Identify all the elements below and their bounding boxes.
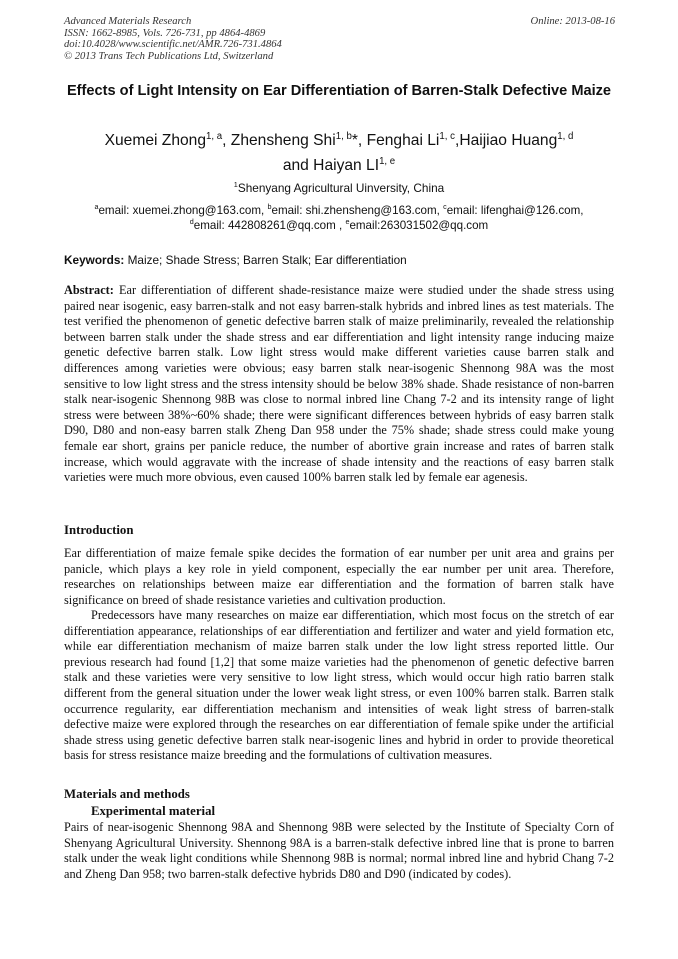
author-name: Xuemei Zhong xyxy=(104,132,207,149)
methods-paragraph-1: Pairs of near-isogenic Shennong 98A and Shennong 98B were selected by the Institute of Specialty Corn of Shenyang Agricultural University. Shennong 98A is a barren-stalk defective inbred line that is prone to barren stalk under the weak light conditions while Shennong 98B is normal; normal inbred line and hybrid Chang 7-2 and Zheng Dan 958; two barren-stalk defective hybrids D80 and D90 (indicated by codes). xyxy=(64,820,614,881)
journal-name: Advanced Materials Research xyxy=(64,16,192,27)
online-date: Online: 2013-08-16 xyxy=(530,16,615,27)
journal-header xyxy=(64,16,282,63)
journal-issn: ISSN: 1662-8985, Vols. 726-731, pp 4864-4869 xyxy=(64,27,266,39)
author-name: Fenghai Li xyxy=(366,132,440,149)
keywords-label: Keywords: xyxy=(64,253,125,267)
author-sup: 1, b xyxy=(335,130,352,142)
author-line-1: Xuemei Zhong$^{1, a}$, Zhensheng Shi$^{1, b}$*, Fenghai Li$^{1, c}$,Haijiao Huang$^{1, d}$ xyxy=(104,130,574,149)
journal-copyright: © 2013 Trans Tech Publications Ltd, Switzerland xyxy=(64,51,274,63)
author-sup: 1, d xyxy=(557,130,574,142)
methods-heading: Materials and methods xyxy=(64,787,190,801)
affiliation-text: Shenyang Agricultural Uinversity, China xyxy=(237,181,445,195)
email-a: email: xuemei.zhong@163.com, xyxy=(98,204,265,217)
journal-doi: doi:10.4028/www.scientific.net/AMR.726-731.4864 xyxy=(64,39,282,51)
author-sup: 1, e xyxy=(379,155,396,167)
email-line-1 xyxy=(60,203,618,218)
author-list xyxy=(60,128,618,178)
introduction-paragraph-1: Ear differentiation of maize female spike decides the formation of ear number per unit area and grains per panicle, which plays a key role in yield component, especially the ear number per unit area. Therefore, researches on relationships between maize ear differentiation and the formation of barren stalk have significance on breed of shade resistance varieties and cultivation production. xyxy=(64,546,614,607)
introduction-heading: Introduction xyxy=(64,523,134,537)
affiliation-sup: 1 xyxy=(233,180,238,190)
keywords xyxy=(64,253,407,267)
email-sup: b xyxy=(267,202,272,212)
methods-subheading: Experimental material xyxy=(91,804,216,818)
email-sup: e xyxy=(345,217,350,227)
email-sup: a xyxy=(94,202,99,212)
corresponding-mark: * xyxy=(351,132,358,149)
author-name: Haijiao Huang xyxy=(459,132,558,149)
email-sup: d xyxy=(189,217,194,227)
author-sup: 1, c xyxy=(439,130,455,142)
email-e: email:263031502@qq.com xyxy=(349,219,489,232)
author-name: and Haiyan LI xyxy=(282,157,380,174)
email-list xyxy=(60,203,618,233)
abstract xyxy=(64,283,614,486)
introduction-paragraph-2: Predecessors have many researches on maize ear differentiation, which most focus on the stretch of ear differentiation appearance, relationships of ear differentiation and fertilizer and water and yield formation etc, while ear differentiation mechanism of maize barren stalk under the low light stress reported little. Our previous research had found [1,2] that some maize varieties had the phenomenon of genetic defective barren stalk and these varieties were very sensitive to low light stress, which would occur high ratio barren stalk different from the general situation under the lower weak light stress, or even 100% barren stalk. Barren stalk occurrence regularity, ear differentiation mechanism and intensities of weak light stress of barren-stalk defective maize were explored through the researches on ear differentiation of female spike under the artificial shade stress using genetic defective barren stalk near-isogenic lines and hybrid in order to provide theoretical basis for stress resistance maize breeding and the formulations of cultivation measures. xyxy=(64,608,614,763)
email-c: email: lifenghai@126.com, xyxy=(446,204,584,217)
author-sup: 1, a xyxy=(206,130,223,142)
affiliation xyxy=(60,181,618,195)
abstract-label: Abstract: xyxy=(64,283,114,297)
paper-title: Effects of Light Intensity on Ear Differentiation of Barren-Stalk Defective Maize xyxy=(66,83,612,99)
email-d: email: 442808261@qq.com , xyxy=(193,219,343,232)
author-line-2 xyxy=(60,153,618,178)
author-name: Zhensheng Shi xyxy=(230,132,336,149)
email-b: email: shi.zhensheng@163.com, xyxy=(271,204,440,217)
email-line-2 xyxy=(60,218,618,233)
email-sup: c xyxy=(443,202,447,212)
abstract-text: Ear differentiation of different shade-resistance maize were studied under the shade stress using paired near isogenic, easy barren-stalk and not easy barren-stalk hybrids and inbred lines as test materials. The test verified the phenomenon of genetic defective barren stalk of maize preliminarily, revealed the relationship between barren stalk under the shade stress and ear differentiation and light intensity range inducing maize genetic defective barren stalk. Low light stress would make different varieties cause barren stalk and differences among varieties were obvious; easy barren stalk near-isogenic Shennong 98A was the most sensitive to low light stress and the stress intensity should be below 38% shade. Shade resistance of non-barren stalk near-isogenic Shennong 98B was close to normal inbred line Chang 7-2 and its intensity range of light stress were between 38%~60% shade; there were significant differences between hybrids of easy barren stalk D90, D80 and non-easy barren stalk Zheng Dan 958 under the 75% shade; shade stress could make young female ear short, grains per panicle reduce, the number of abortive grain increase and rates of barren stalk increase, which would aggravate with the increase of shade intensity and the reactions of easy barren stalk varieties were much more obvious, even caused 100% barren stalk led by female ear agenesis. xyxy=(64,283,614,485)
keywords-text: Maize; Shade Stress; Barren Stalk; Ear differentiation xyxy=(127,253,407,267)
